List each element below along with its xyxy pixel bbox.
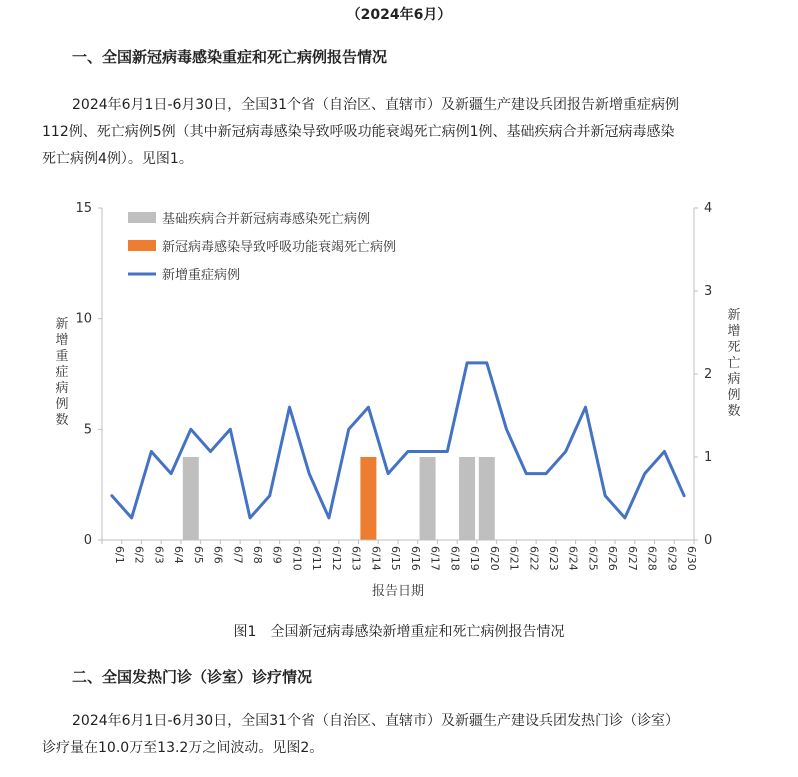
- right-tick-label: 0: [704, 533, 713, 548]
- report-period-title: （2024年6月）: [346, 7, 452, 23]
- x-tick-label: 6/13: [349, 546, 363, 571]
- left-tick-label: 10: [75, 311, 92, 327]
- x-axis-title: 报告日期: [371, 584, 425, 599]
- death-bar: [459, 457, 475, 540]
- x-tick-label: 6/16: [408, 546, 422, 571]
- x-tick-label: 6/18: [448, 546, 462, 571]
- paragraph-line: 诊疗量在10.0万至13.2万之间波动。见图2。: [42, 740, 324, 756]
- paragraph-line: 2024年6月1日-6月30日，全国31个省（自治区、直辖市）及新疆生产建设兵团发热门诊（诊室）: [72, 713, 680, 729]
- x-tick-label: 6/15: [389, 546, 403, 571]
- legend-swatch: [128, 240, 156, 251]
- x-tick-label: 6/19: [468, 546, 482, 571]
- x-tick-label: 6/10: [290, 546, 304, 571]
- section-2-heading: 二、全国发热门诊（诊室）诊疗情况: [72, 668, 313, 686]
- x-tick-label: 6/3: [152, 546, 166, 564]
- death-bar: [183, 457, 199, 540]
- axis-ticks: [75, 201, 712, 571]
- figure-1-caption: 图1 全国新冠病毒感染新增重症和死亡病例报告情况: [233, 624, 565, 640]
- x-tick-label: 6/11: [310, 546, 324, 571]
- right-tick-label: 3: [704, 284, 713, 299]
- death-bar: [360, 457, 376, 540]
- x-tick-label: 6/12: [329, 546, 343, 571]
- x-tick-label: 6/26: [606, 546, 620, 571]
- section-2-paragraph: [42, 708, 772, 762]
- section-1-heading: 一、全国新冠病毒感染重症和死亡病例报告情况: [72, 48, 388, 66]
- x-tick-label: 6/24: [566, 546, 580, 571]
- left-tick-label: 0: [83, 533, 92, 548]
- paragraph-line: 2024年6月1日-6月30日，全国31个省（自治区、直辖市）及新疆生产建设兵团报告新增重症病例: [72, 97, 680, 113]
- right-tick-label: 1: [704, 450, 713, 465]
- chart-legend: [128, 211, 396, 283]
- left-axis-title: 新增重症病例数: [55, 317, 69, 428]
- death-bar: [420, 457, 436, 540]
- paragraph-line: 死亡病例4例）。见图1。: [42, 151, 193, 167]
- legend-label: 新增重症病例: [162, 268, 241, 283]
- x-tick-label: 6/29: [665, 546, 679, 571]
- right-tick-label: 4: [704, 201, 713, 216]
- x-tick-label: 6/5: [191, 546, 205, 564]
- x-tick-label: 6/22: [527, 546, 541, 571]
- x-tick-label: 6/1: [112, 546, 126, 564]
- x-tick-label: 6/20: [487, 546, 501, 571]
- x-tick-label: 6/30: [685, 546, 699, 571]
- x-tick-label: 6/4: [172, 546, 186, 564]
- x-tick-label: 6/14: [369, 546, 383, 571]
- x-tick-label: 6/21: [507, 546, 521, 571]
- x-tick-label: 6/8: [251, 546, 264, 564]
- section-1-paragraph: [42, 92, 772, 173]
- figure-1-chart: [0, 190, 798, 610]
- left-tick-label: 15: [75, 201, 92, 216]
- x-tick-label: 6/23: [547, 546, 560, 571]
- legend-swatch: [128, 212, 156, 223]
- x-tick-label: 6/25: [586, 546, 600, 571]
- x-tick-label: 6/6: [211, 546, 225, 564]
- x-tick-label: 6/2: [132, 546, 146, 564]
- x-tick-label: 6/7: [231, 546, 245, 564]
- death-bar: [479, 457, 495, 540]
- legend-label: 新冠病毒感染导致呼吸功能衰竭死亡病例: [162, 240, 397, 255]
- legend-label: 基础疾病合并新冠病毒感染死亡病例: [162, 212, 371, 227]
- right-tick-label: 2: [704, 367, 713, 382]
- paragraph-line: 112例、死亡病例5例（其中新冠病毒感染导致呼吸功能衰竭死亡病例1例、基础疾病合并新冠病毒感染: [42, 124, 675, 140]
- x-tick-label: 6/9: [270, 546, 284, 564]
- x-tick-label: 6/27: [625, 546, 639, 571]
- x-tick-label: 6/28: [645, 546, 659, 571]
- left-tick-label: 5: [83, 422, 92, 438]
- right-axis-title: 新增死亡病例数: [727, 308, 741, 419]
- x-tick-label: 6/17: [428, 546, 442, 571]
